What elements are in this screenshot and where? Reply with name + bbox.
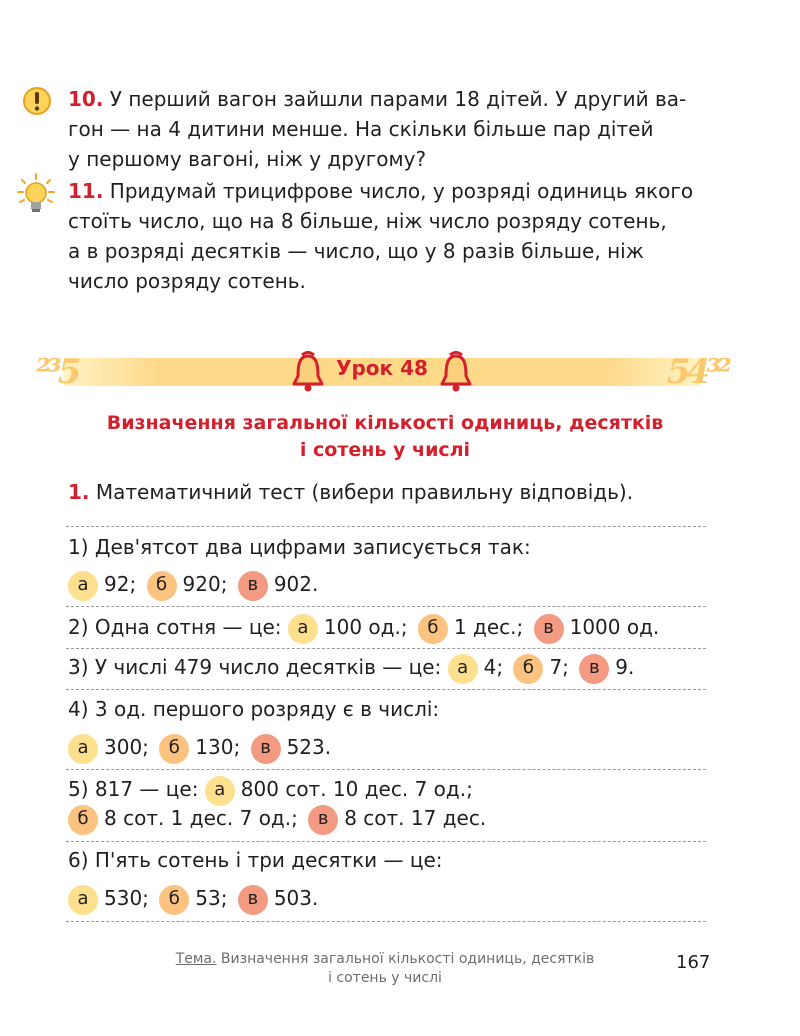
task-10-number: 10. [68,87,104,111]
option-v-text: 902. [273,572,319,596]
test-intro [68,480,633,504]
option-b-text: 7; [549,655,569,679]
option-v-text: 1000 од. [569,615,660,639]
page-footer [150,950,620,988]
option-b-text: 1 дес.; [453,615,524,639]
divider [66,606,706,607]
test-number: 1. [68,480,90,504]
divider [66,921,706,922]
option-a-badge[interactable]: а [68,885,98,915]
option-b-text: 130; [195,735,241,759]
task-10-line: гон — на 4 дитини менше. На скільки більше пар дітей [68,117,654,141]
option-v-text: 523. [286,735,332,759]
option-b-text: 53; [195,886,228,910]
option-a-badge[interactable]: а [68,734,98,764]
question-5-text: 5) 817 — це: [68,777,199,801]
option-a-text: 800 сот. 10 дес. 7 од.; [240,777,473,801]
option-b-badge[interactable]: б [159,885,189,915]
option-b-badge[interactable]: б [159,734,189,764]
option-v-text: 8 сот. 17 дес. [344,806,487,830]
option-a-badge[interactable]: а [68,571,98,601]
task-11-line: а в розряді десятків — число, що у 8 разів більше, ніж [68,239,644,263]
footer-topic-label: Тема. [175,951,217,967]
task-11-line: стоїть число, що на 8 більше, ніж число розряду сотень, [68,209,667,233]
exclamation-icon [22,86,52,116]
question-2-text: 2) Одна сотня — це: [68,615,282,639]
option-v-badge[interactable]: в [238,885,268,915]
footer-topic: і сотень у числі [328,970,442,986]
lesson-banner [34,348,730,398]
question-3-text: 3) У числі 479 число десятків — це: [68,655,442,679]
option-a-text: 100 од.; [323,615,408,639]
option-v-text: 9. [615,655,635,679]
footer-topic: Визначення загальної кількості одиниць, десятків [220,951,595,967]
option-a-text: 300; [104,735,149,759]
question-6: 6) П'ять сотень і три десятки — це: [68,848,443,872]
heading-line: і сотень у числі [299,439,471,461]
option-b-badge[interactable]: б [147,571,177,601]
page-number: 167 [676,952,711,973]
option-v-badge[interactable]: в [251,734,281,764]
task-10-line: у першому вагоні, ніж у другому? [68,147,427,171]
decor-digits-right: 54³² [666,352,728,392]
question-2 [68,612,659,644]
question-1: 1) Дев'ятсот два цифрами записується так: [68,535,531,559]
task-11-line: Придумай трицифрове число, у розряді одиниць якого [109,179,694,203]
answers-5 [68,803,486,835]
question-4: 4) 3 од. першого розряду є в числі: [68,697,440,721]
option-a-badge[interactable]: а [288,614,318,644]
task-11 [68,176,708,296]
task-11-line: число розряду сотень. [68,269,306,293]
option-v-badge[interactable]: в [238,571,268,601]
question-5 [68,774,473,806]
bell-icon [438,350,474,394]
heading-line: Визначення загальної кількості одиниць, десятків [106,412,664,434]
option-a-badge[interactable]: а [205,776,235,806]
answers-4 [68,732,331,764]
answers-6 [68,883,318,915]
option-b-badge[interactable]: б [418,614,448,644]
divider [66,689,706,690]
option-a-text: 530; [104,886,149,910]
question-3 [68,652,634,684]
divider [66,769,706,770]
option-v-badge[interactable]: в [579,654,609,684]
option-b-badge[interactable]: б [68,805,98,835]
divider [66,841,706,842]
decor-digits-left: ²³5 [36,352,78,392]
task-10 [68,84,708,174]
lesson-heading [60,410,710,464]
task-10-line: У перший вагон зайшли парами 18 дітей. У другий ва- [109,87,687,111]
option-b-badge[interactable]: б [513,654,543,684]
option-a-badge[interactable]: а [448,654,478,684]
option-a-text: 4; [483,655,504,679]
lightbulb-icon [16,172,56,216]
option-v-badge[interactable]: в [308,805,338,835]
option-b-text: 8 сот. 1 дес. 7 од.; [104,806,298,830]
option-v-text: 503. [273,886,319,910]
option-v-badge[interactable]: в [534,614,564,644]
test-intro-text: Математичний тест (вибери правильну відповідь). [95,480,634,504]
lesson-title: Урок 48 [336,356,428,380]
divider [66,648,706,649]
answers-1 [68,569,318,601]
option-a-text: 92; [104,572,137,596]
divider [66,526,706,527]
option-b-text: 920; [182,572,228,596]
task-11-number: 11. [68,179,104,203]
